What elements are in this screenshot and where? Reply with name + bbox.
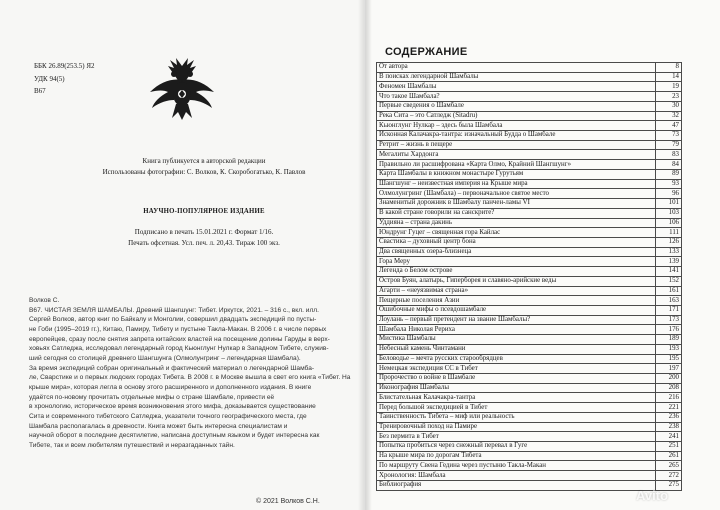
toc-entry-title: Ретрит – жизнь в пещере [377,140,656,150]
toc-entry-page: 73 [655,131,681,141]
toc-entry [377,412,682,422]
toc-entry-title: Лоулань – первый претендент на звание Шамбалы? [377,315,656,325]
toc-entry [377,422,682,432]
toc-entry-title: Исконная Калачакра-тантра: изначальный Будда о Шамбале [377,131,656,141]
toc-entry [377,471,682,481]
toc-entry-page: 272 [655,471,681,481]
toc-entry-title: Немецкая экспедиция СС в Тибет [377,364,656,374]
annotation-author: Волков С. [29,297,60,304]
toc-entry-page: 261 [655,451,681,461]
toc-entry-page: 83 [655,150,681,160]
toc-entry-title: Библиография [377,480,656,490]
annotation-line: удаётся по-новому прочитать отдельные мифы о стране Шамбале, привести её [29,393,275,401]
toc-entry-page: 241 [655,432,681,442]
toc-entry-page: 238 [655,422,681,432]
toc-entry [377,140,682,150]
toc-entry-title: Остров Буян, алатырь, Гиперборея и славяно-арийские веды [377,276,656,286]
toc-entry [377,63,682,73]
toc-entry [377,179,682,189]
toc-entry-page: 197 [655,364,681,374]
annotation-line: ший сегодня со столицей древнего Шангшунга (Олмолунгринг – легендарная Шамбала). [29,354,301,362]
annotation-line: За время экспедиций собран оригинальный и фактический материал о легендарной Шамба- [29,364,315,372]
toc-entry [377,111,682,121]
toc-entry [377,150,682,160]
table-of-contents [376,62,682,491]
toc-entry [377,257,682,267]
toc-entry [377,169,682,179]
double-headed-eagle-emblem [146,56,218,122]
toc-entry [377,451,682,461]
toc-title: СОДЕРЖАНИЕ [385,46,468,58]
toc-entry-title: Легенда о Белом острове [377,267,656,277]
toc-entry [377,393,682,403]
toc-entry-title: Два священных озера-близнеца [377,247,656,257]
toc-entry-page: 163 [655,296,681,306]
toc-entry-page: 173 [655,315,681,325]
print-details-line: Подписано в печать 15.01.2021 г. Формат 1/16. [134,228,274,236]
watermark: Avito [636,488,669,503]
toc-entry-title: Гора Меру [377,257,656,267]
toc-entry-title: Беловодье – мечта русских старообрядцев [377,354,656,364]
photo-credits: Использованы фотографии: С. Волков, К. Скоробогатько, К. Павлов [102,168,306,176]
toc-entry-title: Свастика – духовный центр бона [377,237,656,247]
toc-entry [377,72,682,82]
toc-entry-title: Первые сведения о Шамбале [377,101,656,111]
toc-entry [377,267,682,277]
toc-entry-page: 171 [655,305,681,315]
toc-entry-title: Кьюнглунг Нулкар – здесь была Шамбала [377,121,656,131]
print-details [88,227,320,249]
toc-entry [377,237,682,247]
toc-entry-page: 79 [655,140,681,150]
annotation-line: Шамбала располагалась в древности. Книга может быть интересна специалистам и [29,422,288,430]
toc-entry-page: 106 [655,218,681,228]
toc-entry-title: Мегалиты Хардонга [377,150,656,160]
toc-entry-title: Хронология: Шамбала [377,471,656,481]
toc-entry [377,296,682,306]
toc-entry-title: Река Сита – это Сатледж (Sitadru) [377,111,656,121]
toc-entry [377,92,682,102]
toc-entry-title: Шангшунг – неизвестная империя на Крыше мира [377,179,656,189]
toc-entry-title: В поисках легендарной Шамбалы [377,72,656,82]
toc-entry [377,101,682,111]
toc-entry-title: Блистательная Калачакра-тантра [377,393,656,403]
toc-entry-page: 176 [655,325,681,335]
toc-entry-page: 84 [655,160,681,170]
bbk-code: ББК 26.89(253.5) Я2 [34,62,95,70]
annotation-line: крыше мира», которая легла в основу этого расширенного и дополненного издания. В книге [29,383,312,391]
toc-entry [377,442,682,452]
annotation-line: европейцев, сразу после снятия запрета китайских властей на посещение долины Гаруды в верх- [29,335,330,343]
toc-entry-page: 265 [655,461,681,471]
toc-entry [377,374,682,384]
toc-entry-title: Без пермита в Тибет [377,432,656,442]
toc-entry-page: 195 [655,354,681,364]
annotation-line: ле, Сварстике и о первых людских городах Тибета. В 2008 г. в Москве вышла в свет его книга «Тибет. На [29,374,351,382]
toc-entry-page: 216 [655,393,681,403]
toc-entry [377,403,682,413]
toc-entry [377,208,682,218]
toc-entry [377,228,682,238]
toc-entry [377,199,682,209]
toc-entry-page: 251 [655,442,681,452]
toc-entry-title: Перед большой экспедицией в Тибет [377,403,656,413]
toc-body [377,63,682,491]
toc-entry-page: 19 [655,82,681,92]
toc-entry-page: 14 [655,72,681,82]
toc-entry-page: 23 [655,92,681,102]
toc-entry-page: 32 [655,111,681,121]
toc-entry-title: Агарти – «неуязвимая страна» [377,286,656,296]
toc-entry-page: 141 [655,267,681,277]
toc-entry [377,131,682,141]
toc-entry-title: От автора [377,63,656,73]
annotation-line: В67. ЧИСТАЯ ЗЕМЛЯ ШАМБАЛЫ. Древний Шангшунг: Тибет. Иркутск, 2021. – 316 с., вкл. илл. [29,306,319,314]
print-details-line: Печать офсетная. Усл. печ. л. 20,43. Тираж 100 экз. [128,239,280,247]
toc-entry [377,364,682,374]
toc-entry-title: Пещерные поселения Азии [377,296,656,306]
toc-entry [377,247,682,257]
toc-entry-title: Пророчество о войне в Шамбале [377,374,656,384]
toc-entry-page: 200 [655,374,681,384]
toc-entry-page: 101 [655,199,681,209]
toc-entry [377,82,682,92]
toc-entry-page: 208 [655,383,681,393]
toc-entry [377,325,682,335]
annotation-line: ховьях Сатледжа, исследовал легендарный город Кьюнглунг Нулкар в Западном Тибете, служив- [29,345,329,353]
annotation [29,296,354,451]
toc-entry [377,344,682,354]
toc-entry-title: Ошибочные мифы о псевдошамбале [377,305,656,315]
udk-code: УДК 94(5) [34,74,65,83]
annotation-line: Сита и современного тибетского Сатледжа, указатели точного географического места, где [29,412,307,420]
toc-entry-title: Мистика Шамбалы [377,335,656,345]
annotation-line: Сергей Волков, автор книг по Байкалу и Монголии, совершил двадцать экспедиций по пусты- [29,316,317,324]
toc-entry-title: В какой стране говорили на санскрите? [377,208,656,218]
toc-entry [377,354,682,364]
toc-entry-title: Карта Шамбалы в книжном монастыре Гурутьям [377,169,656,179]
publication-note [88,156,320,178]
toc-entry-page: 126 [655,237,681,247]
toc-entry-page: 30 [655,101,681,111]
toc-entry [377,121,682,131]
toc-entry-title: Феномен Шамбалы [377,82,656,92]
toc-entry-title: Что такое Шамбала? [377,92,656,102]
toc-entry-page: 275 [655,480,681,490]
toc-entry-title: Знаменитый дорожник в Шамбалу панчен-ламы VI [377,199,656,209]
toc-entry [377,189,682,199]
annotation-line: Тибете, так и всем любителям путешествий и неразгаданных тайн. [29,441,235,449]
catalog-codes [34,60,95,98]
toc-entry-title: Олмолунгринг (Шамбала) – первоначальное святое место [377,189,656,199]
toc-entry-title: Уддияна – страна дакинь [377,218,656,228]
toc-entry [377,160,682,170]
toc-entry-page: 152 [655,276,681,286]
toc-entry [377,305,682,315]
toc-entry-title: На крыше мира по дорогам Тибета [377,451,656,461]
toc-entry-page: 221 [655,403,681,413]
toc-entry [377,315,682,325]
toc-entry-title: Небесный камень Чинтамани [377,344,656,354]
toc-entry-page: 133 [655,247,681,257]
book-gutter [358,0,372,510]
toc-entry-title: Иконография Шамбалы [377,383,656,393]
toc-entry-page: 161 [655,286,681,296]
toc-entry-page: 96 [655,189,681,199]
toc-entry-page: 93 [655,179,681,189]
copyright: © 2021 Волков С.Н. [256,498,320,505]
toc-entry-title: Юндрунг Гуцег – священная гора Кайлас [377,228,656,238]
toc-entry [377,432,682,442]
author-code: В67 [34,87,46,95]
toc-entry-title: По маршруту Свена Гедина через пустыню Такла-Макан [377,461,656,471]
toc-entry-page: 111 [655,228,681,238]
toc-entry-title: Шамбала Николая Рериха [377,325,656,335]
toc-entry-page: 103 [655,208,681,218]
toc-entry-page: 193 [655,344,681,354]
toc-entry [377,218,682,228]
toc-entry-title: Попытка пробиться через снежный перевал в Гуге [377,442,656,452]
annotation-line: не Гоби (1995–2019 гг.), Китаю, Памиру, Тибету и пустыне Такла-Макан. В 2006 г. в числе первых [29,325,327,333]
toc-entry-title: Таинственность Тибета – миф или реальность [377,412,656,422]
toc-entry-page: 8 [655,63,681,73]
toc-entry-page: 236 [655,412,681,422]
toc-entry-title: Правильно ли расшифрована «Карта Олмо, Крайний Шангшунг» [377,160,656,170]
annotation-line: в хронологию, историческое время возникновения этого мифа, доказывается существование [29,403,316,411]
annotation-line: научной оборот в последние десятилетие, написана доступным языком и будет интересна как [29,432,320,440]
publication-note-line: Книга публикуется в авторской редакции [142,157,266,165]
toc-entry [377,286,682,296]
toc-entry [377,461,682,471]
toc-entry-page: 139 [655,257,681,267]
toc-entry-page: 89 [655,169,681,179]
toc-entry [377,335,682,345]
toc-entry [377,383,682,393]
edition-type: НАУЧНО-ПОПУЛЯРНОЕ ИЗДАНИЕ [143,208,265,215]
toc-entry-title: Тренировочный поход на Памире [377,422,656,432]
toc-entry-page: 189 [655,335,681,345]
toc-entry [377,276,682,286]
toc-entry-page: 47 [655,121,681,131]
